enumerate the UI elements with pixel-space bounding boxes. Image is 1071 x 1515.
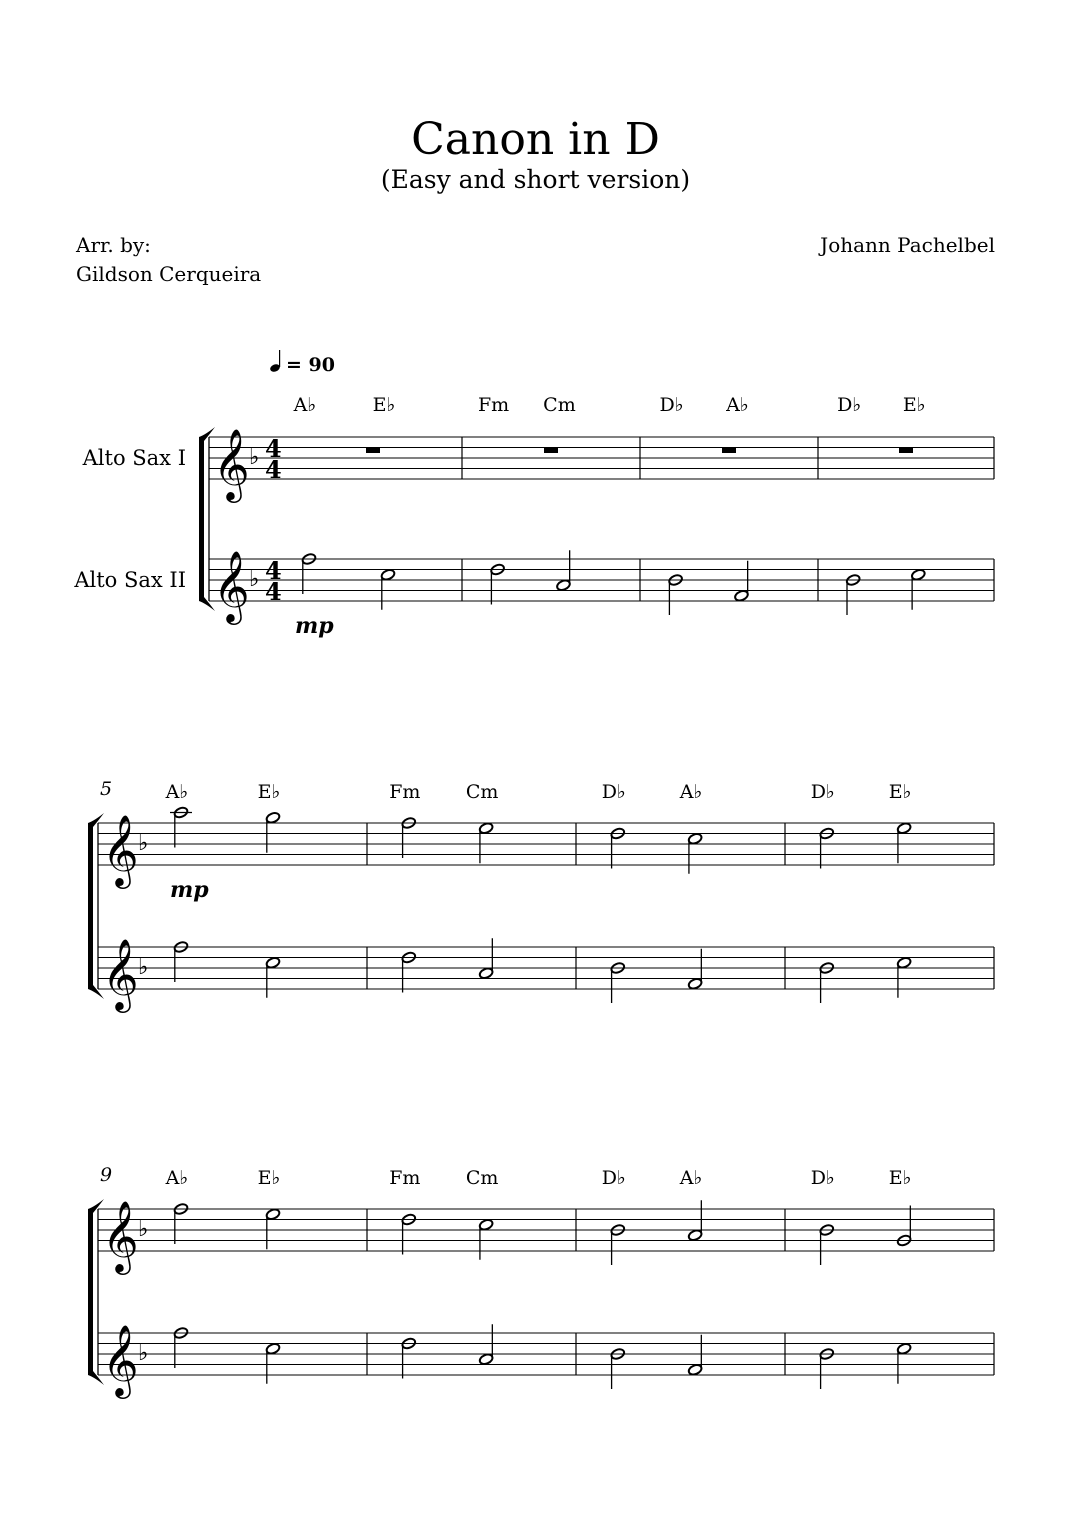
system-bracket <box>199 437 204 601</box>
chord-symbol: Cm <box>465 1167 499 1189</box>
half-note <box>911 568 926 609</box>
treble-clef-icon: 𝄞 <box>213 427 250 500</box>
chord-symbol: Cm <box>543 394 576 416</box>
half-note <box>734 561 749 602</box>
chord-symbol: Fm <box>389 1167 421 1189</box>
chord-symbol: Cm <box>465 781 499 803</box>
system-bracket <box>88 823 93 989</box>
half-note <box>478 1324 493 1365</box>
half-note <box>687 832 702 873</box>
whole-rest-icon <box>722 448 736 454</box>
half-note <box>265 956 280 997</box>
dynamic-marking: mp <box>295 613 334 639</box>
half-note <box>265 1208 280 1249</box>
half-note <box>380 568 395 609</box>
chord-symbol: D♭ <box>601 1167 626 1189</box>
chord-symbol: E♭ <box>902 394 926 416</box>
chord-symbol: E♭ <box>372 394 396 416</box>
key-signature-flat-icon: ♭ <box>249 567 260 592</box>
time-signature-beats: 4 <box>265 556 282 585</box>
time-signature-beat-type: 4 <box>265 577 282 606</box>
score-subtitle: (Easy and short version) <box>380 165 691 194</box>
treble-clef-icon: 𝄞 <box>213 549 250 622</box>
key-signature-flat-icon: ♭ <box>138 831 149 856</box>
dynamic-marking: mp <box>170 877 209 903</box>
half-note <box>170 806 192 847</box>
half-note <box>265 1342 280 1383</box>
half-note <box>896 822 911 863</box>
key-signature-flat-icon: ♭ <box>138 1217 149 1242</box>
chord-symbol: D♭ <box>601 781 626 803</box>
whole-rest-icon <box>544 448 558 454</box>
treble-clef-icon: 𝄞 <box>102 937 139 1010</box>
whole-rest-icon <box>899 448 913 454</box>
half-note <box>687 1200 702 1241</box>
tempo-marking: = 90 <box>286 354 335 376</box>
chord-symbol: E♭ <box>257 781 281 803</box>
chord-symbol: Fm <box>477 394 510 416</box>
half-note <box>478 938 493 979</box>
treble-clef-icon: 𝄞 <box>102 1323 139 1396</box>
chord-symbol: Fm <box>389 781 421 803</box>
system-bracket <box>88 1209 93 1375</box>
time-signature-beat-type: 4 <box>265 455 282 484</box>
chord-symbol: E♭ <box>257 1167 281 1189</box>
instrument-name-sax1: Alto Sax I <box>82 446 186 470</box>
half-note <box>687 1335 702 1376</box>
chord-symbol: A♭ <box>679 1167 703 1189</box>
chord-symbol: E♭ <box>888 1167 912 1189</box>
key-signature-flat-icon: ♭ <box>249 445 260 470</box>
half-note <box>478 1218 493 1259</box>
half-note <box>265 811 280 852</box>
arranger-name: Gildson Cerqueira <box>76 262 262 286</box>
treble-clef-icon: 𝄞 <box>102 1199 139 1272</box>
chord-symbol: D♭ <box>810 1167 835 1189</box>
score-title: Canon in D <box>411 114 660 165</box>
key-signature-flat-icon: ♭ <box>138 955 149 980</box>
chord-symbol: A♭ <box>679 781 703 803</box>
chord-symbol: A♭ <box>165 781 189 803</box>
key-signature-flat-icon: ♭ <box>138 1341 149 1366</box>
chord-symbol: A♭ <box>165 1167 189 1189</box>
half-note <box>687 949 702 990</box>
composer-name: Johann Pachelbel <box>820 233 995 257</box>
time-signature-beats: 4 <box>265 434 282 463</box>
chord-symbol: A♭ <box>293 394 317 416</box>
whole-rest-icon <box>366 448 380 454</box>
half-note <box>556 550 571 591</box>
half-note <box>896 956 911 997</box>
chord-symbol: D♭ <box>810 781 835 803</box>
half-note <box>896 1342 911 1383</box>
arranger-label: Arr. by: <box>76 233 151 257</box>
measure-number: 9 <box>100 1164 113 1186</box>
half-note <box>478 822 493 863</box>
treble-clef-icon: 𝄞 <box>102 813 139 886</box>
chord-symbol: A♭ <box>726 394 749 416</box>
chord-symbol: E♭ <box>888 781 912 803</box>
measure-number: 5 <box>100 778 113 800</box>
chord-symbol: D♭ <box>659 394 684 416</box>
instrument-name-sax2: Alto Sax II <box>74 568 186 592</box>
chord-symbol: D♭ <box>837 394 862 416</box>
